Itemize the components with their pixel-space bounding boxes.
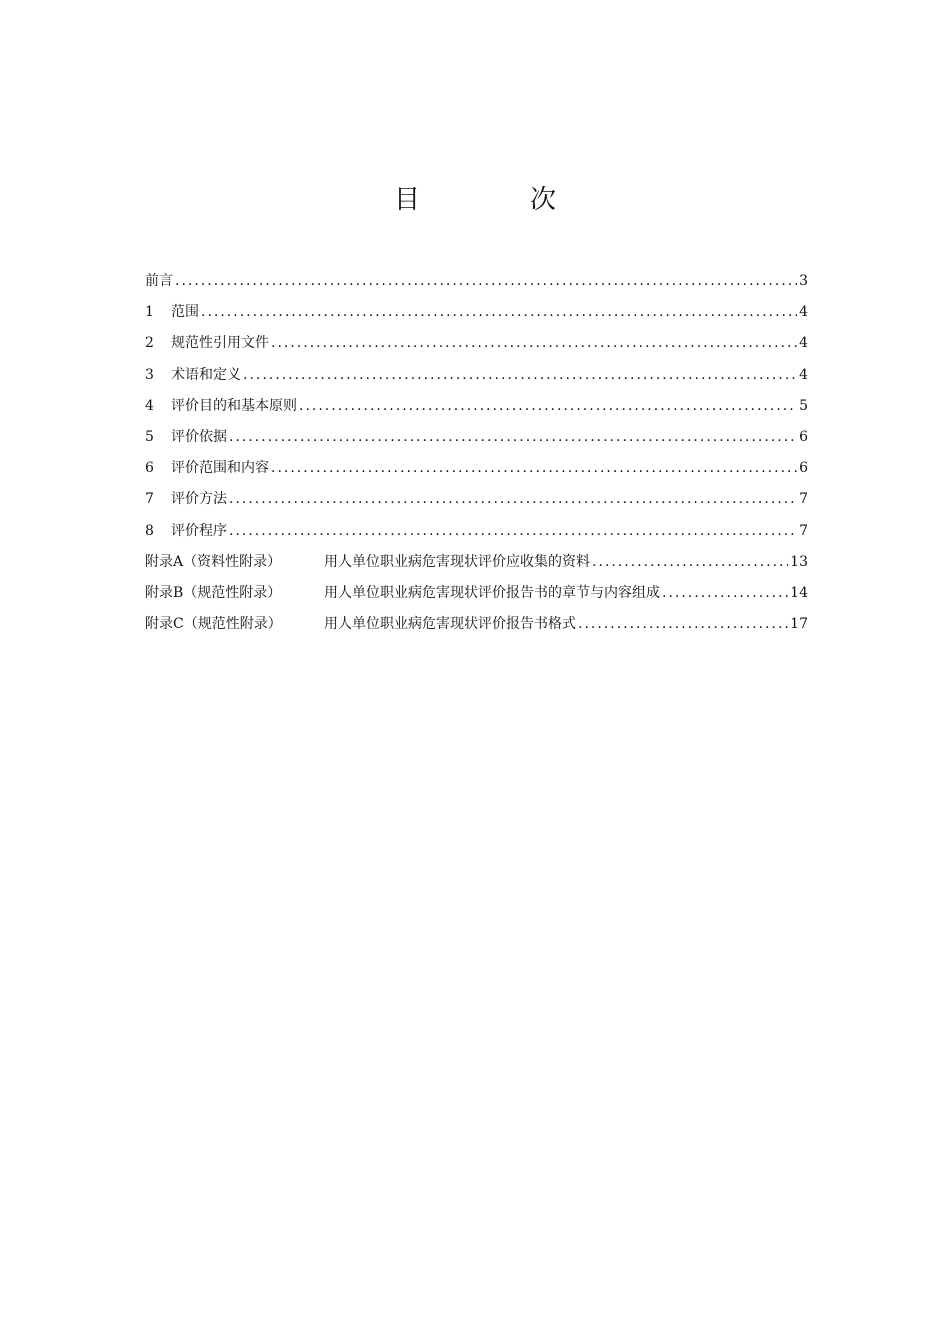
toc-entry-title: 评价目的和基本原则 bbox=[171, 397, 297, 414]
toc-entry-page: 7 bbox=[799, 491, 808, 508]
toc-entry-number: 7 bbox=[145, 491, 154, 508]
table-of-contents bbox=[145, 266, 808, 640]
toc-entry-5[interactable] bbox=[145, 422, 808, 453]
toc-entry-page: 5 bbox=[799, 397, 808, 414]
toc-entry-2[interactable] bbox=[145, 328, 808, 359]
toc-dot-leader bbox=[271, 328, 797, 359]
toc-appendix-label: 附录B（规范性附录） bbox=[145, 584, 282, 601]
toc-entry-number: 5 bbox=[145, 428, 154, 445]
toc-entry-page: 14 bbox=[790, 584, 808, 601]
toc-entry-7[interactable] bbox=[145, 484, 808, 515]
toc-entry-appendix-b[interactable] bbox=[145, 578, 808, 609]
toc-entry-title: 评价依据 bbox=[171, 428, 227, 445]
toc-entry-title: 用人单位职业病危害现状评价报告书的章节与内容组成 bbox=[324, 584, 660, 601]
toc-entry-number: 8 bbox=[145, 522, 154, 539]
toc-entry-number: 6 bbox=[145, 460, 154, 477]
toc-dot-leader bbox=[271, 453, 797, 484]
toc-entry-number: 2 bbox=[145, 335, 154, 352]
toc-entry-title: 规范性引用文件 bbox=[171, 335, 269, 352]
toc-entry-page: 4 bbox=[799, 304, 808, 321]
toc-entry-number: 4 bbox=[145, 397, 154, 414]
toc-appendix-label: 附录C（规范性附录） bbox=[145, 616, 282, 633]
toc-dot-leader bbox=[578, 609, 788, 640]
toc-entry-title: 评价程序 bbox=[171, 522, 227, 539]
toc-entry-page: 6 bbox=[799, 428, 808, 445]
toc-dot-leader bbox=[201, 297, 797, 328]
toc-entry-page: 7 bbox=[799, 522, 808, 539]
toc-entry-page: 4 bbox=[799, 335, 808, 352]
toc-dot-leader bbox=[592, 547, 788, 578]
toc-entry-number: 1 bbox=[145, 304, 154, 321]
toc-entry-3[interactable] bbox=[145, 360, 808, 391]
toc-dot-leader bbox=[229, 422, 797, 453]
toc-entry-page: 3 bbox=[799, 273, 808, 289]
page-title-text: 目 次 bbox=[393, 185, 598, 215]
page-title bbox=[0, 182, 950, 218]
toc-entry-6[interactable] bbox=[145, 453, 808, 484]
toc-entry-title: 范围 bbox=[171, 304, 199, 321]
toc-entry-1[interactable] bbox=[145, 297, 808, 328]
toc-entry-title: 评价方法 bbox=[171, 491, 227, 508]
toc-dot-leader bbox=[299, 391, 797, 422]
toc-entry-appendix-a[interactable] bbox=[145, 547, 808, 578]
toc-entry-number: 3 bbox=[145, 366, 154, 383]
toc-entry-preface[interactable] bbox=[145, 266, 808, 297]
toc-dot-leader bbox=[229, 516, 797, 547]
toc-entry-page: 13 bbox=[790, 553, 808, 570]
toc-entry-appendix-c[interactable] bbox=[145, 609, 808, 640]
toc-entry-title: 评价范围和内容 bbox=[171, 460, 269, 477]
toc-entry-page: 17 bbox=[790, 616, 808, 633]
toc-entry-page: 4 bbox=[799, 366, 808, 383]
toc-entry-title: 用人单位职业病危害现状评价应收集的资料 bbox=[324, 553, 590, 570]
toc-entry-4[interactable] bbox=[145, 391, 808, 422]
toc-dot-leader bbox=[662, 578, 788, 609]
toc-entry-title: 术语和定义 bbox=[171, 366, 241, 383]
toc-entry-8[interactable] bbox=[145, 516, 808, 547]
toc-appendix-label: 附录A（资料性附录） bbox=[145, 553, 282, 570]
toc-dot-leader bbox=[243, 360, 797, 391]
toc-entry-page: 6 bbox=[799, 460, 808, 477]
toc-dot-leader bbox=[175, 266, 797, 297]
toc-entry-title: 用人单位职业病危害现状评价报告书格式 bbox=[324, 616, 576, 633]
toc-entry-title: 前言 bbox=[145, 273, 173, 289]
toc-dot-leader bbox=[229, 484, 797, 515]
